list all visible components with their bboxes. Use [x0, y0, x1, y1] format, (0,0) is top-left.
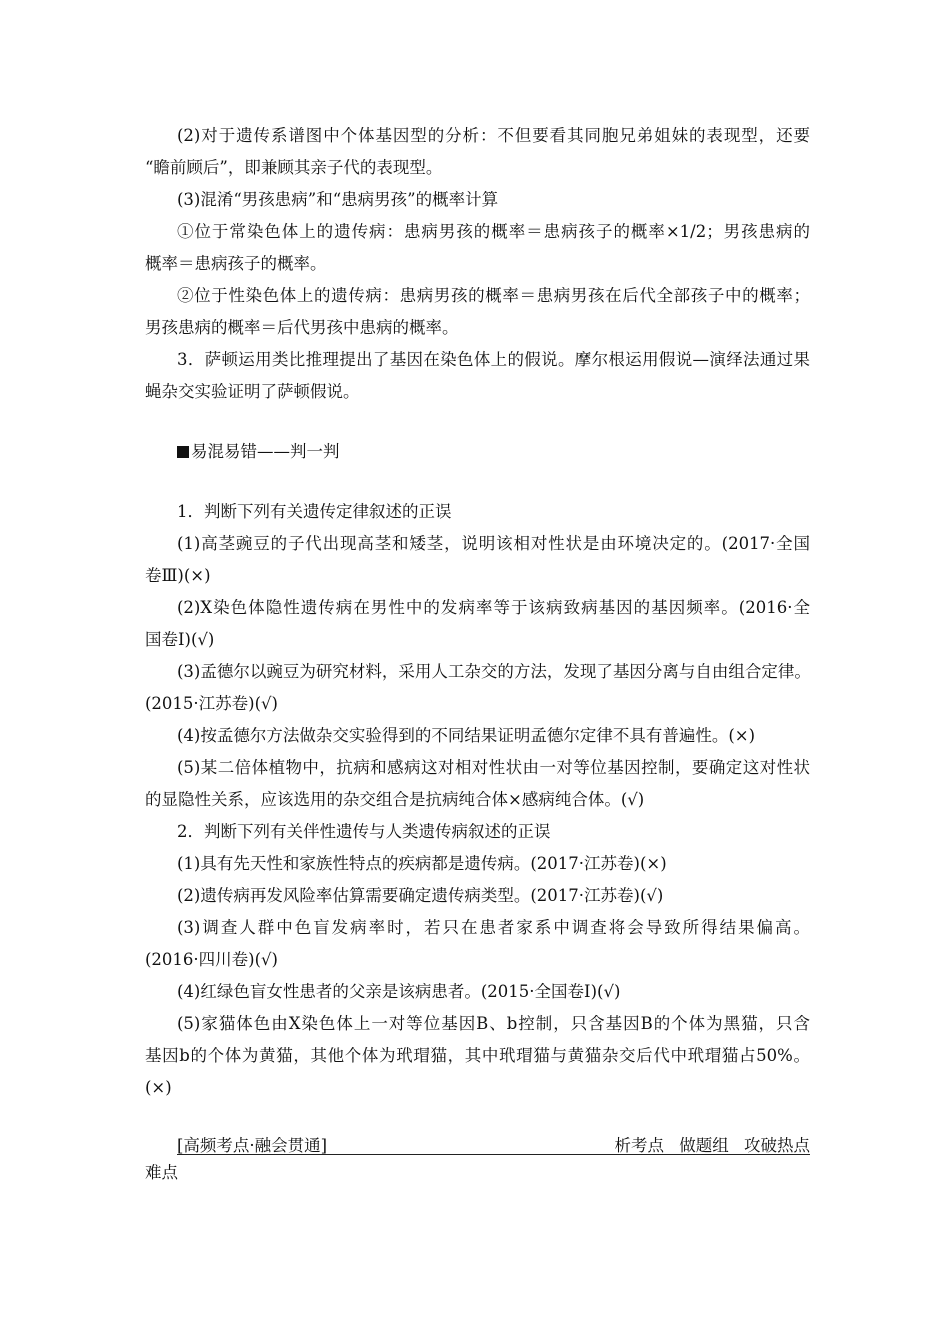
question-1-item-4: (4)按孟德尔方法做杂交实验得到的不同结果证明孟德尔定律不具有普遍性。(×)	[177, 726, 756, 745]
section-title: 易混易错——判一判	[191, 442, 340, 461]
question-2-item-5-cont: 基因b的个体为黄猫，其他个体为玳瑁猫，其中玳瑁猫与黄猫杂交后代中玳瑁猫占50%。	[145, 1046, 810, 1065]
paragraph-sutton-morgan: 3．萨顿运用类比推理提出了基因在染色体上的假说。摩尔根运用假说—演绎法通过果	[177, 350, 810, 369]
question-1-item-5-cont: 的显隐性关系，应该选用的杂交组合是抗病纯合体×感病纯合体。(√)	[145, 790, 645, 809]
question-2-heading: 2．判断下列有关伴性遗传与人类遗传病叙述的正误	[177, 822, 551, 841]
paragraph-sex-linked-cont: 男孩患病的概率＝后代男孩中患病的概率。	[145, 318, 459, 337]
paragraph-sutton-morgan-cont: 蝇杂交实验证明了萨顿假说。	[145, 382, 360, 401]
question-1-item-1-cont: 卷Ⅲ)(×)	[145, 566, 211, 585]
question-2-item-3-cont: (2016·四川卷)(√)	[145, 950, 278, 969]
paragraph-probability-heading: (3)混淆“男孩患病”和“患病男孩”的概率计算	[177, 190, 499, 209]
banner-subtitle-cont: 难点	[145, 1163, 178, 1182]
paragraph-autosomal-cont: 概率＝患病孩子的概率。	[145, 254, 327, 273]
banner-subtitle: 析考点 做题组 攻破热点	[614, 1136, 810, 1155]
question-1-item-3-cont: (2015·江苏卷)(√)	[145, 694, 278, 713]
square-bullet-icon	[177, 446, 189, 458]
paragraph-sex-linked: ②位于性染色体上的遗传病：患病男孩的概率＝患病男孩在后代全部孩子中的概率；	[177, 286, 810, 305]
question-2-item-1: (1)具有先天性和家族性特点的疾病都是遗传病。(2017·江苏卷)(×)	[177, 854, 667, 873]
section-heading	[177, 441, 340, 463]
question-2-item-4: (4)红绿色盲女性患者的父亲是该病患者。(2015·全国卷Ⅰ)(√)	[177, 982, 621, 1001]
question-1-item-5: (5)某二倍体植物中，抗病和感病这对相对性状由一对等位基因控制，要确定这对性状	[177, 758, 810, 777]
question-1-item-1: (1)高茎豌豆的子代出现高茎和矮茎，说明该相对性状是由环境决定的。(2017·全国	[177, 534, 810, 553]
question-2-item-5-answer: (×)	[145, 1078, 172, 1097]
question-1-heading: 1．判断下列有关遗传定律叙述的正误	[177, 502, 452, 521]
question-1-item-2: (2)X染色体隐性遗传病在男性中的发病率等于该病致病基因的基因频率。(2016·全	[177, 598, 810, 617]
paragraph-autosomal: ①位于常染色体上的遗传病：患病男孩的概率＝患病孩子的概率×1/2；男孩患病的	[177, 222, 810, 241]
banner-title: [高频考点·融会贯通]	[177, 1136, 328, 1155]
question-2-item-5: (5)家猫体色由X染色体上一对等位基因B、b控制，只含基因B的个体为黑猫，只含	[177, 1014, 810, 1033]
paragraph-pedigree-analysis: (2)对于遗传系谱图中个体基因型的分析：不但要看其同胞兄弟姐妹的表现型，还要	[177, 126, 810, 145]
question-2-item-2: (2)遗传病再发风险率估算需要确定遗传病类型。(2017·江苏卷)(√)	[177, 886, 664, 905]
question-1-item-3: (3)孟德尔以豌豆为研究材料，采用人工杂交的方法，发现了基因分离与自由组合定律。	[177, 662, 811, 681]
paragraph-pedigree-analysis-cont: “瞻前顾后”，即兼顾其亲子代的表现型。	[145, 158, 443, 177]
section-banner	[177, 1130, 810, 1155]
question-2-item-3: (3)调查人群中色盲发病率时，若只在患者家系中调查将会导致所得结果偏高。	[177, 918, 810, 937]
question-1-item-2-cont: 国卷Ⅰ)(√)	[145, 630, 215, 649]
